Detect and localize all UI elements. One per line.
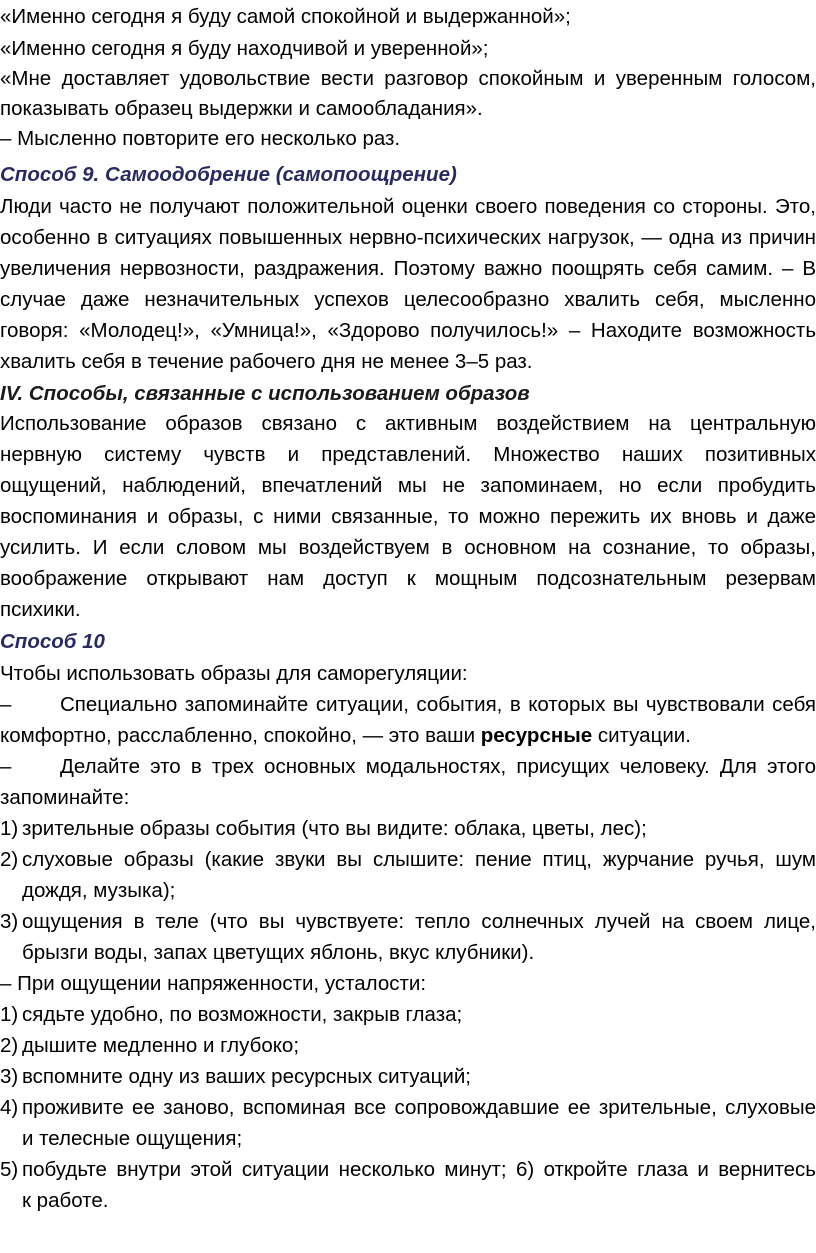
list-number: 4): [0, 1096, 19, 1119]
method10-dash-item-1: [0, 690, 816, 720]
method9-line-3: увеличения нервозности, раздражения. Поэтому важно поощрять себя самим. – В: [0, 257, 816, 280]
dash-marker: –: [0, 693, 12, 716]
list-text-cont: дождя, музыка);: [22, 879, 176, 902]
dash-marker: –: [0, 755, 12, 778]
resource-situations-bold: ресурсные: [480, 724, 593, 747]
section4-line-1: Использование образов связано с активным воздействием на центральную: [0, 412, 816, 435]
list-text: дышите медленно и глубоко;: [22, 1034, 300, 1057]
list1-item-3-cont: [0, 938, 816, 968]
list1-item-2: [0, 845, 816, 875]
list-text: зрительные образы события (что вы видите: облака, цветы, лес);: [22, 817, 647, 840]
list2-item-5: [0, 1155, 816, 1185]
dash-item-1-line-1: Специально запоминайте ситуации, события, в которых вы чувствовали себя: [60, 693, 816, 716]
dash-item-2-line-1: Делайте это в трех основных модальностях, присущих человеку. Для этого: [60, 755, 816, 778]
intro-line-2: «Именно сегодня я буду находчивой и уверенной»;: [0, 37, 489, 60]
list2-item-4-cont: [0, 1124, 816, 1154]
section4-line-2: нервную систему чувств и представлений. Множество наших позитивных: [0, 443, 816, 466]
list-number: 1): [0, 1003, 19, 1026]
section4-line-7: психики.: [0, 598, 81, 621]
section4-line-3: ощущений, наблюдений, впечатлений мы не запоминаем, но если пробудить: [0, 474, 816, 497]
dash-item-1-line-2a: комфортно, расслабленно, спокойно, — это ваши: [0, 724, 481, 747]
list-number: 2): [0, 848, 19, 871]
list1-item-1: [0, 814, 816, 844]
list1-item-3: [0, 907, 816, 937]
method9-line-4: случае даже незначительных успехов целесообразно хвалить себя, мысленно: [0, 288, 816, 311]
tension-line: – При ощущении напряженности, усталости:: [0, 972, 427, 995]
list-text: вспомните одну из ваших ресурсных ситуаций;: [22, 1065, 471, 1088]
section4-line-6: воображение открывают нам доступ к мощным подсознательным резервам: [0, 567, 816, 590]
method9-line-5: говоря: «Молодец!», «Умница!», «Здорово получилось!» – Находите возможность: [0, 319, 816, 342]
dash-item-1-line-2c: ситуации.: [592, 724, 691, 747]
intro-line-4: показывать образец выдержки и самообладания».: [0, 97, 483, 120]
list1-item-2-cont: [0, 876, 816, 906]
method9-heading: Способ 9. Самоодобрение (самопоощрение): [0, 163, 457, 186]
section4-heading: IV. Способы, связанные с использованием образов: [0, 382, 530, 405]
list-text-cont: к работе.: [22, 1189, 109, 1212]
method10-intro: Чтобы использовать образы для саморегуляции:: [0, 662, 468, 685]
section4-line-4: воспоминания и образы, с ними связанные, то можно пережить их вновь и даже: [0, 505, 816, 528]
list-number: 3): [0, 910, 19, 933]
dash-item-2-line-2: запоминайте:: [0, 786, 130, 809]
list-text-cont: брызги воды, запах цветущих яблонь, вкус клубники).: [22, 941, 535, 964]
method10-dash-item-2: [0, 752, 816, 782]
list2-item-3: [0, 1062, 816, 1092]
list2-item-5-cont: [0, 1186, 816, 1216]
intro-line-3: «Мне доставляет удовольствие вести разговор спокойным и уверенным голосом,: [0, 67, 816, 90]
list-text: ощущения в теле (что вы чувствуете: тепло солнечных лучей на своем лице,: [22, 910, 816, 933]
intro-line-1: «Именно сегодня я буду самой спокойной и выдержанной»;: [0, 5, 571, 28]
list2-item-2: [0, 1031, 816, 1061]
method9-line-2: особенно в ситуациях повышенных нервно-психических нагрузок, — одна из причин: [0, 226, 816, 249]
list-text: слуховые образы (какие звуки вы слышите: пение птиц, журчание ручья, шум: [22, 848, 816, 871]
list-number: 5): [0, 1158, 19, 1181]
list-text: проживите ее заново, вспоминая все сопровождавшие ее зрительные, слуховые: [22, 1096, 816, 1119]
method10-dash-item-1-cont: [0, 721, 816, 751]
list-text-cont: и телесные ощущения;: [22, 1127, 243, 1150]
intro-line-5: – Мысленно повторите его несколько раз.: [0, 127, 401, 150]
list-number: 1): [0, 817, 19, 840]
list-number: 2): [0, 1034, 19, 1057]
list-text: сядьте удобно, по возможности, закрыв глаза;: [22, 1003, 463, 1026]
list-number: 3): [0, 1065, 19, 1088]
list2-item-4: [0, 1093, 816, 1123]
section4-line-5: усилить. И если словом мы воздействуем в основном на сознание, то образы,: [0, 536, 816, 559]
method9-line-6: хвалить себя в течение рабочего дня не менее 3–5 раз.: [0, 350, 533, 373]
list2-item-1: [0, 1000, 816, 1030]
list-text: побудьте внутри этой ситуации несколько минут; 6) откройте глаза и вернитесь: [22, 1158, 816, 1181]
method10-heading: Способ 10: [0, 630, 105, 653]
method9-line-1: Люди часто не получают положительной оценки своего поведения со стороны. Это,: [0, 195, 816, 218]
